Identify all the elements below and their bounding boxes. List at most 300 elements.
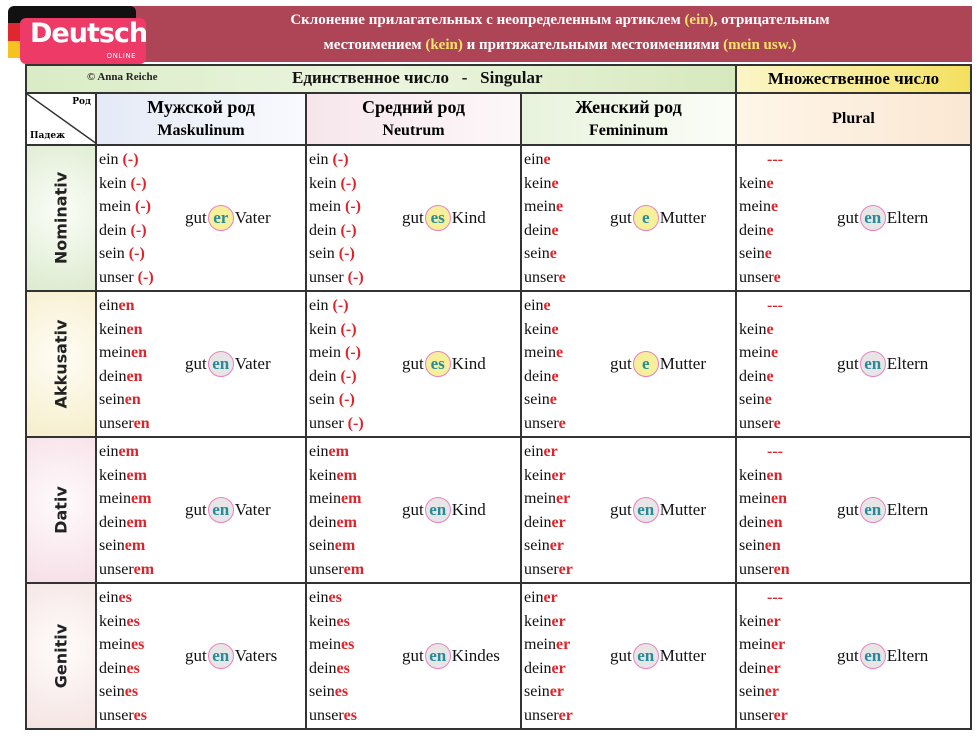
determiner-form [99, 294, 150, 318]
determiner-form [99, 341, 150, 365]
determiner-ending: e [551, 221, 559, 239]
determiner-stem: ein [99, 589, 119, 606]
determiner-ending: es [126, 659, 140, 677]
determiner-ending: e [549, 391, 557, 408]
determiner-ending: er [556, 490, 571, 507]
determiner-form [309, 534, 364, 558]
noun: Kind [451, 354, 486, 373]
declension-cell [306, 291, 521, 437]
determiner-ending: er [549, 537, 564, 554]
determiner-list [524, 148, 566, 289]
determiner-ending: es [336, 659, 350, 677]
determiner-list [309, 586, 357, 727]
declension-cell [736, 583, 971, 729]
title-highlight: (ein) [684, 12, 714, 28]
noun: Mutter [659, 500, 707, 519]
case-axis-label: Падеж [30, 131, 66, 141]
determiner-stem: sein [739, 683, 765, 700]
determiner-form [99, 511, 154, 535]
determiner-form [99, 633, 147, 657]
determiner-stem: mein [99, 490, 131, 507]
determiner-stem: sein [524, 391, 550, 408]
determiner-stem: unser [739, 706, 774, 724]
adjective-ending-bubble: en [633, 643, 659, 669]
determiner-ending: (-) [341, 344, 361, 361]
adjective-example [837, 351, 928, 377]
title-text: , отрицательным [713, 12, 830, 28]
determiner-stem: mein [524, 490, 556, 507]
determiner-form [739, 680, 788, 704]
determiner-stem: ein [524, 589, 544, 606]
title-highlight: (mein usw.) [723, 37, 797, 53]
determiner-form [309, 704, 357, 728]
determiner-stem: ein [309, 589, 329, 606]
determiner-form [524, 412, 566, 436]
determiner-ending: em [118, 443, 139, 460]
determiner-list [99, 294, 150, 435]
determiner-ending: er [771, 636, 786, 653]
case-label: Dativ [51, 486, 71, 534]
determiner-form [524, 487, 573, 511]
determiner-ending: en [131, 344, 147, 361]
adjective-example [610, 497, 706, 523]
determiner-stem: kein [524, 466, 552, 484]
determiner-stem: kein [99, 320, 127, 338]
determiner-stem: kein [99, 612, 127, 630]
adjective-example [837, 643, 928, 669]
determiner-ending: em [336, 466, 357, 484]
determiner-stem: sein [739, 245, 765, 262]
determiner-ending: en [764, 537, 781, 554]
declension-cell [306, 145, 521, 291]
determiner-ending: e [771, 344, 779, 361]
determiner-form [524, 558, 573, 582]
determiner-ending: (-) [334, 245, 355, 262]
determiner-stem: kein [309, 466, 337, 484]
determiner-form [524, 365, 566, 389]
determiner-form [309, 412, 364, 436]
determiner-form [739, 657, 788, 681]
determiner-stem: unser [739, 268, 774, 286]
adjective-ending-bubble: en [633, 497, 659, 523]
determiner-ending: es [334, 683, 349, 700]
case-label-cell [26, 437, 96, 583]
determiner-form [99, 388, 150, 412]
determiner-ending: er [551, 659, 566, 677]
determiner-list [309, 148, 364, 289]
determiner-stem: dein [99, 367, 127, 385]
declension-cell [306, 437, 521, 583]
determiner-ending: er [773, 706, 788, 724]
determiner-form [524, 341, 566, 365]
determiner-list [524, 440, 573, 581]
determiner-form [99, 219, 154, 243]
determiner-form [524, 242, 566, 266]
determiner-form [309, 586, 357, 610]
determiner-list [739, 148, 783, 289]
determiner-stem: unser [99, 560, 134, 578]
determiner-form [99, 657, 147, 681]
determiner-ending: er [558, 560, 573, 578]
gender-ru: Средний род [361, 97, 466, 117]
case-label-cell [26, 583, 96, 729]
adjective-example [185, 643, 277, 669]
adjective-stem: gut [610, 500, 632, 519]
determiner-form [524, 440, 573, 464]
adjective-stem: gut [837, 354, 859, 373]
header-maskulinum [96, 93, 306, 145]
determiner-stem: kein [524, 612, 552, 630]
determiner-stem: dein [309, 659, 337, 677]
determiner-stem: kein [309, 320, 337, 338]
determiner-stem: dein [309, 513, 337, 531]
determiner-list [739, 440, 790, 581]
declension-cell [96, 437, 306, 583]
determiner-form [524, 534, 573, 558]
determiner-ending: e [556, 198, 564, 215]
gender-ru: Мужской род [147, 97, 255, 117]
adjective-example [185, 497, 271, 523]
determiner-form [739, 534, 790, 558]
determiner-form [309, 680, 357, 704]
declension-cell [96, 145, 306, 291]
determiner-ending: (-) [336, 174, 357, 192]
determiner-form [739, 172, 783, 196]
determiner-form [309, 172, 364, 196]
determiner-stem: mein [739, 344, 771, 361]
determiner-form [99, 412, 150, 436]
determiner-stem: dein [309, 367, 337, 385]
noun: Kind [451, 500, 486, 519]
adjective-ending-bubble: en [208, 497, 234, 523]
determiner-form [99, 266, 154, 290]
determiner-stem: dein [524, 367, 552, 385]
determiner-form [739, 388, 783, 412]
determiner-stem: mein [309, 490, 341, 507]
no-form-dash: --- [767, 589, 783, 606]
determiner-list [739, 586, 788, 727]
determiner-ending: e [766, 174, 774, 192]
determiner-form [524, 195, 566, 219]
determiner-stem: kein [309, 174, 337, 192]
case-label: Akkusativ [51, 319, 71, 409]
determiner-ending: er [766, 612, 781, 630]
determiner-list [309, 440, 364, 581]
noun: Vater [234, 208, 271, 227]
determiner-stem: kein [739, 174, 767, 192]
determiner-ending: en [126, 320, 143, 338]
determiner-stem: sein [309, 537, 335, 554]
determiner-form [524, 388, 566, 412]
determiner-form [99, 586, 147, 610]
adjective-example [185, 205, 271, 231]
noun: Kindes [451, 646, 500, 665]
determiner-form [524, 219, 566, 243]
determiner-stem: mein [739, 490, 771, 507]
header-femininum [521, 93, 736, 145]
determiner-ending: e [543, 297, 551, 314]
determiner-stem: dein [739, 221, 767, 239]
determiner-form [739, 318, 783, 342]
determiner-ending: e [556, 344, 564, 361]
determiner-ending: es [336, 612, 350, 630]
no-form-dash: --- [767, 297, 783, 314]
determiner-stem: ein [309, 443, 329, 460]
adjective-stem: gut [185, 354, 207, 373]
determiner-list [739, 294, 783, 435]
determiner-stem: sein [99, 391, 125, 408]
adjective-ending-bubble: er [208, 205, 234, 231]
determiner-form [524, 318, 566, 342]
gender-ru: Женский род [575, 97, 682, 117]
adjective-stem: gut [185, 208, 207, 227]
case-row-genitiv [26, 583, 971, 729]
determiner-stem: sein [524, 537, 550, 554]
adjective-example [837, 497, 928, 523]
determiner-form [309, 657, 357, 681]
noun: Vaters [234, 646, 278, 665]
determiner-ending: es [124, 683, 139, 700]
determiner-form [99, 464, 154, 488]
determiner-ending: em [131, 490, 152, 507]
determiner-stem: mein [524, 198, 556, 215]
determiner-form [524, 294, 566, 318]
adjective-ending-bubble: en [425, 497, 451, 523]
determiner-stem: mein [99, 344, 131, 361]
determiner-ending: e [766, 320, 774, 338]
determiner-stem: unser [524, 414, 559, 432]
determiner-form [309, 341, 364, 365]
determiner-ending: er [551, 513, 566, 531]
adjective-ending-bubble: en [425, 643, 451, 669]
determiner-ending: en [133, 414, 150, 432]
determiner-stem: ein [309, 151, 329, 168]
determiner-ending: e [551, 320, 559, 338]
determiner-form [309, 148, 364, 172]
noun: Eltern [886, 646, 929, 665]
determiner-ending: er [551, 466, 566, 484]
determiner-form [524, 464, 573, 488]
determiner-ending: en [118, 297, 135, 314]
determiner-ending: (-) [336, 367, 357, 385]
adjective-stem: gut [402, 646, 424, 665]
determiner-form [524, 680, 573, 704]
adjective-ending-bubble: e [633, 205, 659, 231]
determiner-stem: dein [524, 659, 552, 677]
determiner-ending: em [328, 443, 349, 460]
determiner-form [309, 633, 357, 657]
determiner-list [99, 148, 154, 289]
determiner-form [739, 440, 790, 464]
determiner-stem: kein [524, 174, 552, 192]
determiner-form [524, 657, 573, 681]
determiner-stem: unser [524, 706, 559, 724]
determiner-stem: sein [309, 683, 335, 700]
determiner-form [99, 680, 147, 704]
determiner-ending: (-) [133, 268, 154, 286]
determiner-ending: er [543, 443, 558, 460]
determiner-ending: er [558, 706, 573, 724]
corner-cell [26, 93, 96, 145]
determiner-form [309, 388, 364, 412]
adjective-ending-bubble: en [860, 497, 886, 523]
adjective-ending-bubble: en [860, 643, 886, 669]
determiner-ending: e [764, 391, 772, 408]
determiner-stem: unser [524, 560, 559, 578]
determiner-stem: dein [99, 221, 127, 239]
determiner-form [99, 440, 154, 464]
determiner-ending: er [556, 636, 571, 653]
determiner-ending: en [771, 490, 787, 507]
determiner-ending: e [771, 198, 779, 215]
determiner-stem: sein [739, 391, 765, 408]
determiner-form [739, 558, 790, 582]
determiner-form [309, 318, 364, 342]
determiner-stem: mein [309, 344, 341, 361]
determiner-form [524, 266, 566, 290]
adjective-ending-bubble: en [860, 205, 886, 231]
adjective-example [402, 205, 486, 231]
declension-cell [736, 145, 971, 291]
determiner-form [739, 412, 783, 436]
determiner-ending: (-) [124, 245, 145, 262]
determiner-form [309, 487, 364, 511]
noun: Eltern [886, 500, 929, 519]
determiner-ending: em [341, 490, 362, 507]
adjective-ending-bubble: en [860, 351, 886, 377]
logo-sub: ONLINE [106, 52, 136, 60]
logo [20, 18, 146, 64]
determiner-ending: er [551, 612, 566, 630]
determiner-form [739, 365, 783, 389]
determiner-form [739, 266, 783, 290]
title-highlight: (kein) [425, 37, 463, 53]
determiner-stem: unser [309, 268, 344, 286]
determiner-ending: e [764, 245, 772, 262]
determiner-form [739, 633, 788, 657]
determiner-stem: kein [524, 320, 552, 338]
determiner-ending: e [766, 221, 774, 239]
determiner-ending: en [766, 513, 783, 531]
case-row-akkusativ [26, 291, 971, 437]
gender-de: Neutrum [382, 122, 445, 139]
determiner-stem: mein [524, 344, 556, 361]
determiner-form [739, 464, 790, 488]
adjective-stem: gut [185, 646, 207, 665]
determiner-ending: em [126, 513, 147, 531]
adjective-ending-bubble: en [208, 643, 234, 669]
noun: Vater [234, 354, 271, 373]
determiner-ending: (-) [328, 297, 349, 314]
determiner-ending: (-) [343, 268, 364, 286]
determiner-stem: mein [739, 636, 771, 653]
determiner-form [524, 172, 566, 196]
determiner-stem: ein [99, 151, 119, 168]
declension-cell [306, 583, 521, 729]
plural-label: Множественное число [736, 65, 971, 93]
determiner-ending: em [336, 513, 357, 531]
determiner-ending: (-) [334, 391, 355, 408]
noun: Eltern [886, 354, 929, 373]
determiner-form [739, 195, 783, 219]
determiner-stem: mein [309, 198, 341, 215]
determiner-stem: dein [309, 221, 337, 239]
determiner-stem: sein [739, 537, 765, 554]
adjective-stem: gut [837, 646, 859, 665]
determiner-stem: mein [99, 198, 131, 215]
determiner-list [99, 586, 147, 727]
case-label: Genitiv [51, 623, 71, 689]
determiner-stem: dein [99, 659, 127, 677]
determiner-form [309, 464, 364, 488]
adjective-stem: gut [610, 208, 632, 227]
determiner-stem: unser [99, 414, 134, 432]
determiner-stem: unser [99, 706, 134, 724]
determiner-form [99, 242, 154, 266]
determiner-form [524, 586, 573, 610]
determiner-stem: dein [524, 221, 552, 239]
determiner-ending: en [124, 391, 141, 408]
adjective-stem: gut [837, 500, 859, 519]
determiner-stem: sein [524, 683, 550, 700]
determiner-form [739, 704, 788, 728]
determiner-stem: kein [309, 612, 337, 630]
title-text: Склонение прилагательных с неопределенным артиклем [290, 12, 685, 28]
determiner-form [739, 219, 783, 243]
determiner-stem: dein [739, 367, 767, 385]
noun: Mutter [659, 354, 707, 373]
noun: Eltern [886, 208, 929, 227]
determiner-ending: em [334, 537, 356, 554]
determiner-form [309, 365, 364, 389]
determiner-ending: es [131, 636, 145, 653]
case-row-nominativ [26, 145, 971, 291]
adjective-example [610, 351, 706, 377]
determiner-list [99, 440, 154, 581]
determiner-ending: e [551, 174, 559, 192]
gender-de: Plural [832, 110, 875, 127]
adjective-example [402, 643, 500, 669]
determiner-form [309, 242, 364, 266]
determiner-ending: en [766, 466, 783, 484]
determiner-stem: ein [524, 297, 544, 314]
determiner-form [739, 294, 783, 318]
page-title [150, 8, 970, 58]
determiner-ending: e [558, 414, 566, 432]
determiner-form [99, 195, 154, 219]
determiner-stem: dein [739, 513, 767, 531]
declension-cell [521, 437, 736, 583]
determiner-stem: kein [739, 466, 767, 484]
adjective-example [185, 351, 271, 377]
determiner-form [309, 511, 364, 535]
declension-cell [521, 583, 736, 729]
determiner-form [309, 610, 357, 634]
determiner-stem: mein [739, 198, 771, 215]
determiner-stem: kein [99, 466, 127, 484]
determiner-stem: unser [99, 268, 134, 286]
title-text: местоимением [323, 37, 426, 53]
determiner-ending: e [773, 414, 781, 432]
determiner-stem: ein [524, 443, 544, 460]
determiner-stem: unser [524, 268, 559, 286]
adjective-stem: gut [402, 354, 424, 373]
determiner-ending: em [343, 560, 365, 578]
determiner-form [99, 148, 154, 172]
case-label-cell [26, 145, 96, 291]
determiner-stem: ein [99, 297, 119, 314]
adjective-example [837, 205, 928, 231]
